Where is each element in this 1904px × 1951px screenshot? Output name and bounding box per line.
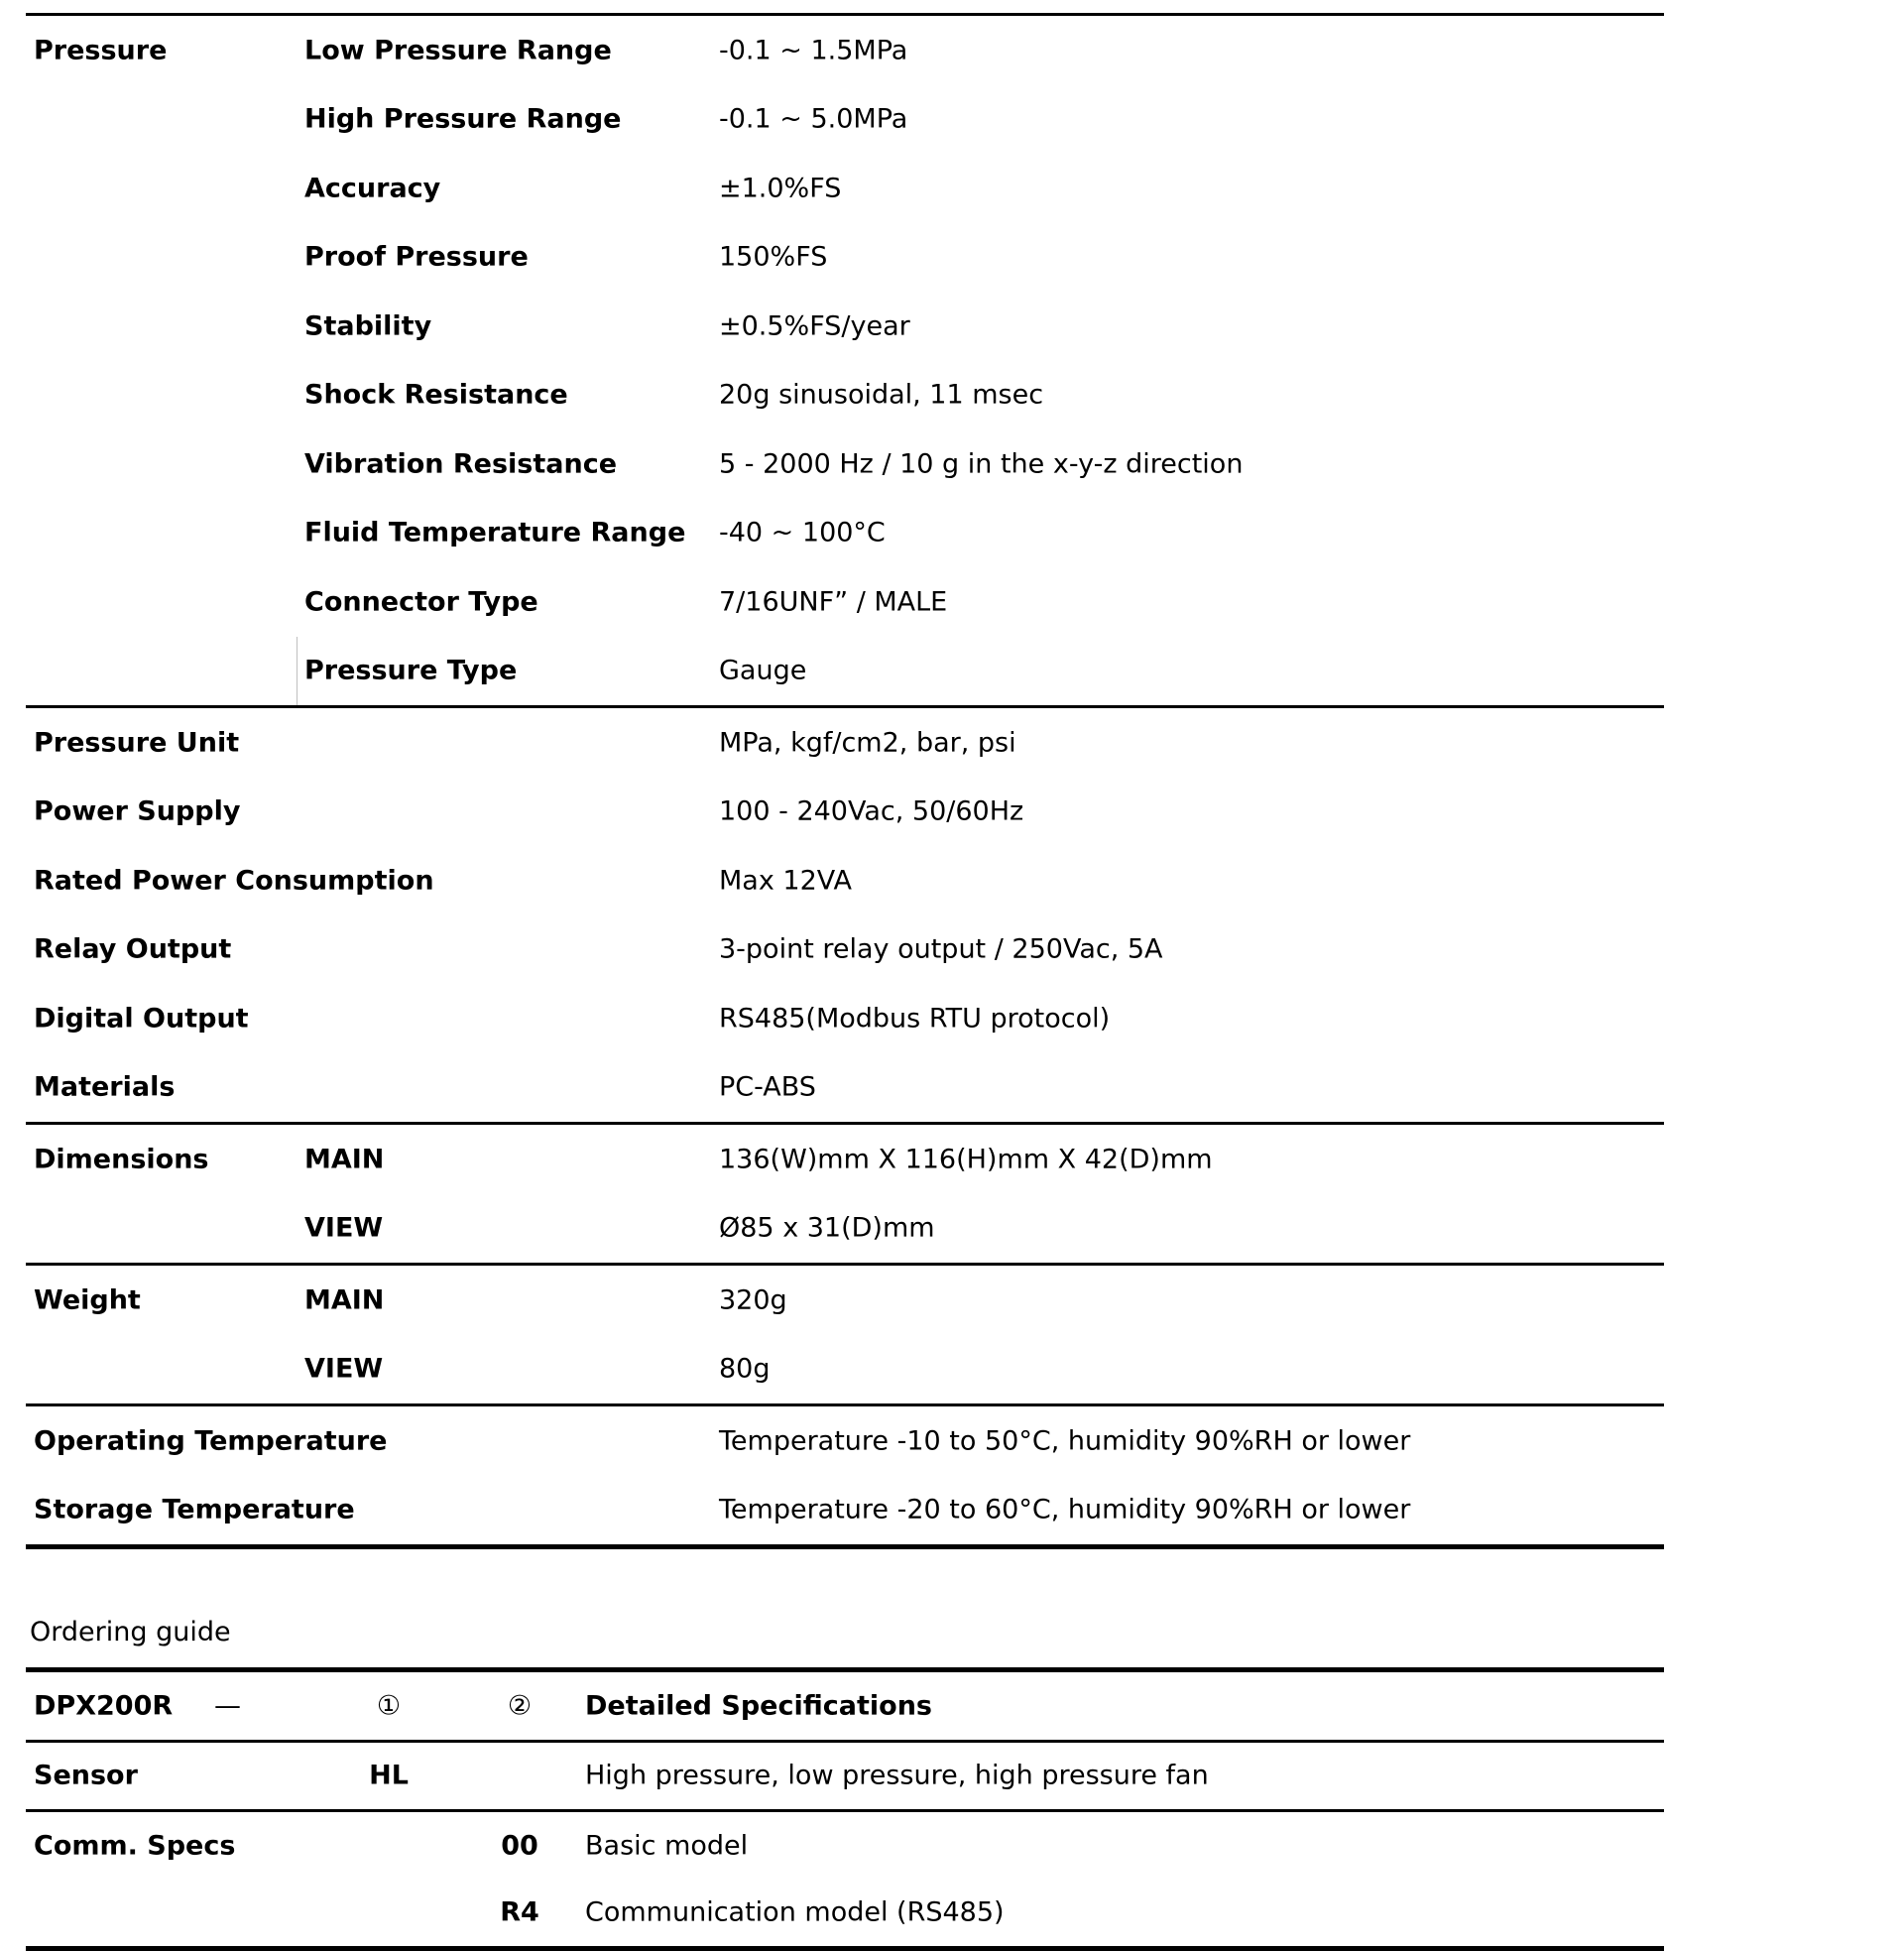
option-2-marker: ② bbox=[507, 1690, 533, 1722]
spec-name: Digital Output bbox=[34, 1003, 249, 1035]
table-row bbox=[26, 1125, 1664, 1194]
spec-value: 136(W)mm X 116(H)mm X 42(D)mm bbox=[719, 1144, 1213, 1175]
spec-value: Gauge bbox=[719, 655, 807, 686]
group-label: Weight bbox=[34, 1284, 141, 1316]
spec-value: 20g sinusoidal, 11 msec bbox=[719, 379, 1044, 411]
spec-value: -40 ~ 100°C bbox=[719, 517, 886, 549]
spec-name: Fluid Temperature Range bbox=[304, 517, 686, 549]
spec-value: 7/16UNF” / MALE bbox=[719, 586, 948, 618]
detailed-specs-heading: Detailed Specifications bbox=[585, 1690, 932, 1722]
spec-name: Materials bbox=[34, 1071, 176, 1103]
table-row bbox=[26, 1406, 1664, 1476]
model-code: DPX200R bbox=[34, 1690, 174, 1722]
option-1-marker: ① bbox=[376, 1690, 402, 1722]
spec-name: Power Supply bbox=[34, 795, 241, 827]
environment-group bbox=[26, 1406, 1664, 1544]
sensor-code: HL bbox=[369, 1760, 409, 1791]
spec-name: Proof Pressure bbox=[304, 241, 529, 273]
spec-name: Shock Resistance bbox=[304, 379, 568, 411]
comm-specs-label: Comm. Specs bbox=[34, 1830, 236, 1862]
spec-name: MAIN bbox=[304, 1144, 385, 1175]
table-row bbox=[26, 846, 1664, 915]
table-row bbox=[26, 1476, 1664, 1545]
table-row bbox=[26, 223, 1664, 293]
table-row bbox=[26, 85, 1664, 155]
column-divider bbox=[297, 637, 298, 706]
spec-value: MPa, kgf/cm2, bar, psi bbox=[719, 727, 1016, 759]
general-group bbox=[26, 708, 1664, 1122]
spec-value: Ø85 x 31(D)mm bbox=[719, 1212, 935, 1244]
spec-table bbox=[26, 13, 1664, 1549]
spec-name: Vibration Resistance bbox=[304, 448, 618, 480]
table-row bbox=[26, 429, 1664, 499]
spec-name: Low Pressure Range bbox=[304, 35, 612, 66]
spec-value: 100 - 240Vac, 50/60Hz bbox=[719, 795, 1024, 827]
spec-name: Accuracy bbox=[304, 173, 441, 204]
spec-value: ±0.5%FS/year bbox=[719, 310, 910, 342]
table-row bbox=[26, 1053, 1664, 1123]
spec-name: VIEW bbox=[304, 1212, 384, 1244]
spec-value: -0.1 ~ 1.5MPa bbox=[719, 35, 908, 66]
table-row bbox=[26, 708, 1664, 778]
table-row bbox=[26, 292, 1664, 361]
spec-value: RS485(Modbus RTU protocol) bbox=[719, 1003, 1111, 1035]
spec-name: High Pressure Range bbox=[304, 103, 622, 135]
spec-name: Operating Temperature bbox=[34, 1425, 388, 1457]
table-row bbox=[26, 1335, 1664, 1404]
table-bottom-rule bbox=[26, 1544, 1664, 1549]
dimensions-group bbox=[26, 1125, 1664, 1263]
comm-description: Basic model bbox=[585, 1830, 749, 1862]
ordering-guide-caption: Ordering guide bbox=[30, 1617, 231, 1647]
pressure-group bbox=[26, 16, 1664, 705]
spec-value: 3-point relay output / 250Vac, 5A bbox=[719, 933, 1163, 965]
table-row bbox=[26, 637, 1664, 706]
table-row bbox=[26, 778, 1664, 847]
sensor-label: Sensor bbox=[34, 1760, 138, 1791]
spec-value: 150%FS bbox=[719, 241, 828, 273]
spec-value: PC-ABS bbox=[719, 1071, 816, 1103]
table-row bbox=[26, 1743, 1664, 1810]
spec-name: Rated Power Consumption bbox=[34, 865, 434, 897]
spec-name: VIEW bbox=[304, 1353, 384, 1385]
table-row bbox=[26, 984, 1664, 1053]
comm-description: Communication model (RS485) bbox=[585, 1896, 1005, 1928]
sensor-description: High pressure, low pressure, high pressure fan bbox=[585, 1760, 1209, 1791]
table-row bbox=[26, 567, 1664, 637]
table-row bbox=[26, 499, 1664, 568]
table-row bbox=[26, 1880, 1664, 1947]
spec-value: Temperature -20 to 60°C, humidity 90%RH or lower bbox=[719, 1494, 1411, 1525]
weight-group bbox=[26, 1266, 1664, 1403]
spec-value: 80g bbox=[719, 1353, 771, 1385]
spec-name: Pressure Unit bbox=[34, 727, 240, 759]
table-row bbox=[26, 1194, 1664, 1264]
spec-name: Pressure Type bbox=[304, 655, 518, 686]
spec-value: 320g bbox=[719, 1284, 787, 1316]
table-row bbox=[26, 361, 1664, 430]
ordering-table bbox=[26, 1667, 1664, 1951]
spec-value: -0.1 ~ 5.0MPa bbox=[719, 103, 908, 135]
table-row bbox=[26, 1812, 1664, 1880]
spec-name: MAIN bbox=[304, 1284, 385, 1316]
group-label: Dimensions bbox=[34, 1144, 209, 1175]
spec-name: Storage Temperature bbox=[34, 1494, 355, 1525]
spec-value: Temperature -10 to 50°C, humidity 90%RH or lower bbox=[719, 1425, 1411, 1457]
table-row bbox=[26, 915, 1664, 985]
comm-code: R4 bbox=[500, 1896, 539, 1928]
table-row bbox=[26, 1266, 1664, 1335]
spec-value: ±1.0%FS bbox=[719, 173, 842, 204]
spec-name: Relay Output bbox=[34, 933, 232, 965]
table-row bbox=[26, 154, 1664, 223]
spec-name: Connector Type bbox=[304, 586, 538, 618]
spec-value: 5 - 2000 Hz / 10 g in the x-y-z direction bbox=[719, 448, 1244, 480]
table-row bbox=[26, 16, 1664, 85]
ordering-header-row bbox=[26, 1672, 1664, 1740]
model-dash: — bbox=[214, 1690, 241, 1722]
spec-value: Max 12VA bbox=[719, 865, 852, 897]
comm-code: 00 bbox=[501, 1830, 538, 1862]
spec-name: Stability bbox=[304, 310, 432, 342]
group-label: Pressure bbox=[34, 35, 168, 66]
